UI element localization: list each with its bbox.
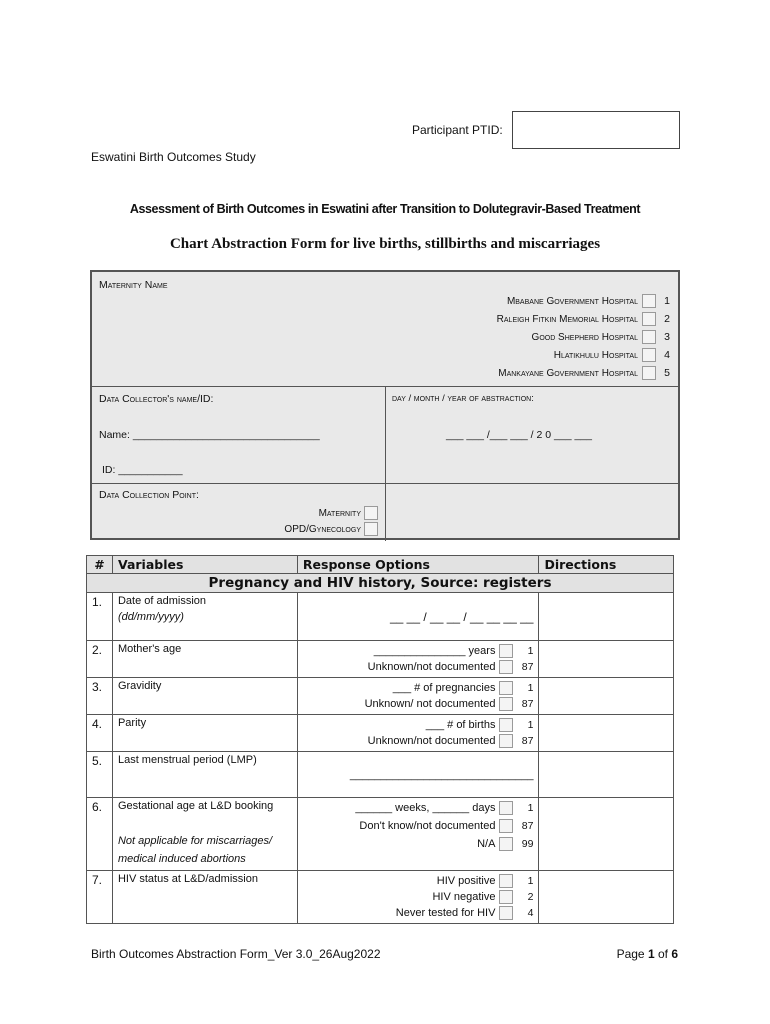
variable-label: Date of admission bbox=[117, 595, 206, 607]
section-title: Pregnancy and HIV history, Source: registers bbox=[87, 574, 674, 593]
response-option[interactable] bbox=[359, 818, 533, 834]
option-label: Unknown/not documented bbox=[367, 661, 496, 673]
option-checkbox[interactable] bbox=[499, 890, 513, 904]
table-row bbox=[87, 641, 674, 678]
directions-cell bbox=[539, 752, 674, 798]
variable-cell bbox=[112, 798, 297, 871]
abstraction-date-field[interactable]: ___ ___ /___ ___ / 2 0 ___ ___ bbox=[446, 429, 592, 441]
table-header-row bbox=[87, 556, 674, 574]
option-checkbox[interactable] bbox=[499, 697, 513, 711]
divider bbox=[92, 483, 678, 484]
hospital-name: Raleigh Fitkin Memorial Hospital bbox=[496, 313, 638, 325]
response-cell bbox=[297, 871, 539, 924]
option-checkbox[interactable] bbox=[499, 734, 513, 748]
option-checkbox[interactable] bbox=[499, 644, 513, 658]
variable-label: Mother's age bbox=[112, 641, 297, 678]
option-label: ___ # of births bbox=[425, 719, 496, 731]
row-number: 2. bbox=[87, 641, 113, 678]
lmp-field[interactable]: ______________________________ bbox=[297, 752, 539, 798]
column-header: # bbox=[87, 556, 113, 574]
option-code: 87 bbox=[521, 820, 534, 832]
hospital-checkbox[interactable] bbox=[642, 366, 656, 380]
option-label: _______________ years bbox=[373, 645, 496, 657]
hospital-option[interactable] bbox=[532, 330, 670, 344]
form-version: Birth Outcomes Abstraction Form_Ver 3.0_26Aug2022 bbox=[91, 947, 381, 961]
option-code: 1 bbox=[527, 875, 534, 887]
response-option[interactable] bbox=[355, 800, 533, 816]
option-code: 1 bbox=[527, 802, 534, 814]
table-row bbox=[87, 678, 674, 715]
table-row bbox=[87, 593, 674, 641]
abstraction-date-label: day / month / year of abstraction: bbox=[392, 393, 534, 404]
option-label: Never tested for HIV bbox=[395, 907, 496, 919]
hospital-option[interactable] bbox=[498, 366, 670, 380]
column-header: Directions bbox=[539, 556, 674, 574]
row-number: 5. bbox=[87, 752, 113, 798]
option-code: 87 bbox=[521, 661, 534, 673]
response-cell bbox=[297, 678, 539, 715]
variable-label: Gravidity bbox=[112, 678, 297, 715]
collection-point-option[interactable] bbox=[272, 506, 378, 520]
maternity-name-label: Maternity Name bbox=[99, 279, 168, 291]
row-number: 4. bbox=[87, 715, 113, 752]
option-checkbox[interactable] bbox=[499, 718, 513, 732]
option-checkbox[interactable] bbox=[499, 801, 513, 815]
variable-note: (dd/mm/yyyy) bbox=[117, 611, 184, 623]
collector-label: Data Collector's name/ID: bbox=[99, 393, 214, 405]
hospital-name: Hlatikhulu Hospital bbox=[553, 349, 638, 361]
ptid-label: Participant PTID: bbox=[412, 123, 503, 137]
response-option[interactable] bbox=[477, 836, 533, 852]
table-row bbox=[87, 715, 674, 752]
hospital-checkbox[interactable] bbox=[642, 348, 656, 362]
option-checkbox[interactable] bbox=[499, 874, 513, 888]
hospital-code: 5 bbox=[664, 367, 670, 379]
collection-point-name: Maternity bbox=[318, 507, 361, 519]
response-cell bbox=[297, 798, 539, 871]
section-row bbox=[87, 574, 674, 593]
row-number: 3. bbox=[87, 678, 113, 715]
option-code: 4 bbox=[527, 907, 534, 919]
row-number: 1. bbox=[87, 593, 113, 641]
variable-note: Not applicable for miscarriages/ medical induced abortions bbox=[117, 835, 273, 865]
variable-label: HIV status at L&D/admission bbox=[112, 871, 297, 924]
directions-cell bbox=[539, 593, 674, 641]
table-row bbox=[87, 752, 674, 798]
hospital-checkbox[interactable] bbox=[642, 330, 656, 344]
table-row bbox=[87, 871, 674, 924]
option-code: 2 bbox=[527, 891, 534, 903]
hospital-checkbox[interactable] bbox=[642, 294, 656, 308]
hospital-checkbox[interactable] bbox=[642, 312, 656, 326]
variables-table bbox=[86, 555, 674, 924]
page-total: 6 bbox=[671, 947, 678, 961]
form-title: Assessment of Birth Outcomes in Eswatini after Transition to Dolutegravir-Based Treatment bbox=[129, 202, 641, 216]
option-checkbox[interactable] bbox=[499, 837, 513, 851]
collection-point-name: OPD/Gynecology bbox=[284, 523, 361, 535]
variable-label: Parity bbox=[112, 715, 297, 752]
collector-id-field[interactable]: ID: ___________ bbox=[102, 464, 183, 476]
collector-name-field[interactable]: Name: ________________________________ bbox=[99, 429, 320, 441]
form-subtitle: Chart Abstraction Form for live births, stillbirths and miscarriages bbox=[169, 236, 601, 252]
option-label: HIV positive bbox=[436, 875, 496, 887]
ptid-input[interactable] bbox=[512, 111, 680, 149]
option-label: ______ weeks, ______ days bbox=[355, 802, 496, 814]
column-header: Response Options bbox=[297, 556, 539, 574]
response-option[interactable] bbox=[368, 733, 534, 749]
hospital-code: 2 bbox=[664, 313, 670, 325]
page-number bbox=[617, 947, 678, 961]
option-label: Unknown/ not documented bbox=[364, 698, 496, 710]
hospital-name: Mankayane Government Hospital bbox=[498, 367, 638, 379]
hospital-code: 3 bbox=[664, 331, 670, 343]
variable-label: Last menstrual period (LMP) bbox=[112, 752, 297, 798]
option-code: 87 bbox=[521, 698, 534, 710]
row-number: 6. bbox=[87, 798, 113, 871]
response-cell bbox=[297, 715, 539, 752]
hospital-option[interactable] bbox=[554, 348, 670, 362]
directions-cell bbox=[539, 641, 674, 678]
divider bbox=[385, 386, 386, 541]
response-option[interactable] bbox=[365, 696, 534, 712]
hospital-name: Mbabane Government Hospital bbox=[506, 295, 638, 307]
option-label: N/A bbox=[477, 838, 496, 850]
option-code: 1 bbox=[527, 719, 534, 731]
hospital-option[interactable] bbox=[497, 312, 670, 326]
option-code: 1 bbox=[527, 645, 534, 657]
collection-point-checkbox[interactable] bbox=[364, 506, 378, 520]
page-of: of bbox=[654, 947, 672, 961]
response-option[interactable] bbox=[396, 905, 534, 921]
directions-cell bbox=[539, 871, 674, 924]
date-admission-field[interactable]: __ __ / __ __ / __ __ __ __ bbox=[297, 593, 539, 641]
response-option[interactable] bbox=[437, 873, 534, 889]
column-header: Variables bbox=[112, 556, 297, 574]
variable-cell bbox=[112, 593, 297, 641]
hospital-option[interactable] bbox=[507, 294, 670, 308]
option-label: ___ # of pregnancies bbox=[392, 682, 496, 694]
option-checkbox[interactable] bbox=[499, 660, 513, 674]
response-option[interactable] bbox=[393, 680, 534, 696]
directions-cell bbox=[539, 798, 674, 871]
response-option[interactable] bbox=[374, 643, 534, 659]
option-checkbox[interactable] bbox=[499, 681, 513, 695]
page-current: 1 bbox=[647, 947, 655, 961]
response-option[interactable] bbox=[432, 889, 533, 905]
row-number: 7. bbox=[87, 871, 113, 924]
response-option[interactable] bbox=[426, 717, 534, 733]
directions-cell bbox=[539, 678, 674, 715]
response-option[interactable] bbox=[368, 659, 534, 675]
option-checkbox[interactable] bbox=[499, 819, 513, 833]
option-code: 99 bbox=[521, 838, 534, 850]
hospital-code: 4 bbox=[664, 349, 670, 361]
hospital-code: 1 bbox=[664, 295, 670, 307]
option-code: 87 bbox=[521, 735, 534, 747]
option-checkbox[interactable] bbox=[499, 906, 513, 920]
collection-point-checkbox[interactable] bbox=[364, 522, 378, 536]
option-label: HIV negative bbox=[432, 891, 496, 903]
directions-cell bbox=[539, 715, 674, 752]
table-row bbox=[87, 798, 674, 871]
variable-label: Gestational age at L&D booking bbox=[117, 800, 274, 812]
page-prefix: Page bbox=[616, 947, 648, 961]
option-label: Unknown/not documented bbox=[367, 735, 496, 747]
option-code: 1 bbox=[527, 682, 534, 694]
collection-point-option[interactable] bbox=[242, 522, 378, 536]
option-label: Don't know/not documented bbox=[359, 820, 496, 832]
collection-point-label: Data Collection Point: bbox=[99, 489, 199, 501]
study-name: Eswatini Birth Outcomes Study bbox=[91, 150, 256, 164]
response-cell bbox=[297, 641, 539, 678]
hospital-name: Good Shepherd Hospital bbox=[531, 331, 638, 343]
collection-info-box bbox=[90, 270, 680, 540]
